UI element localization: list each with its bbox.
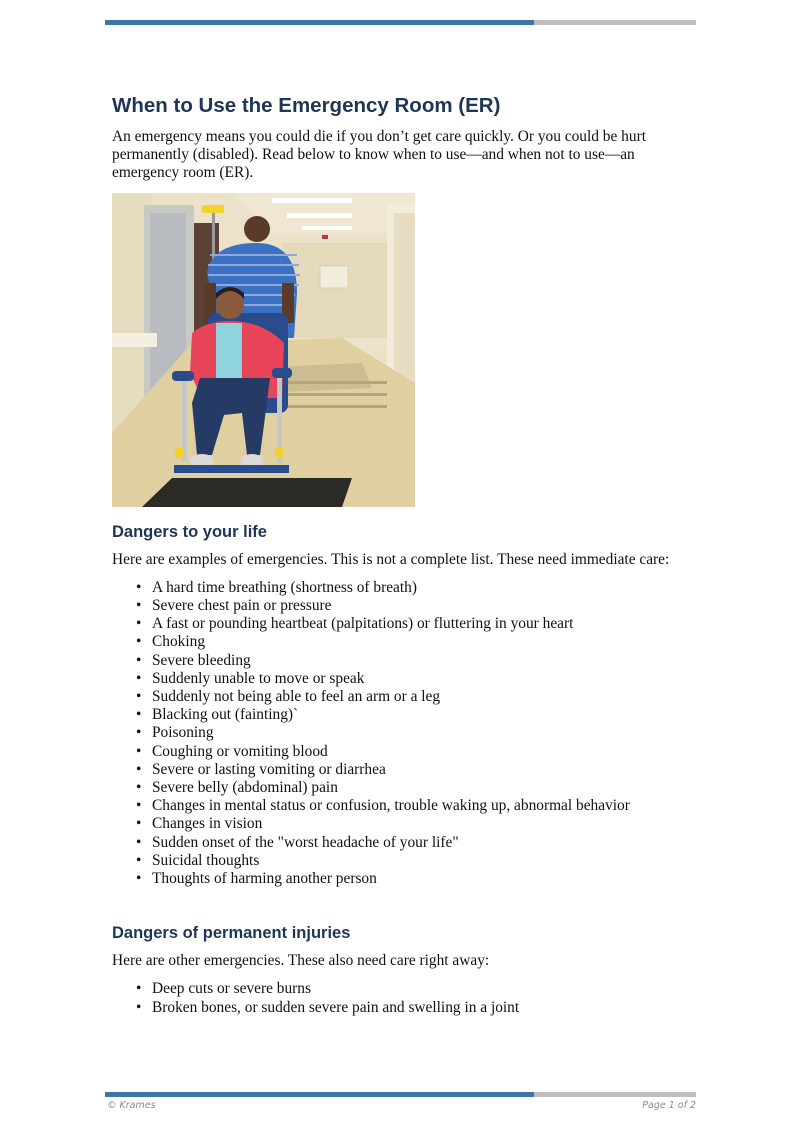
page-footer (107, 1100, 696, 1111)
list-item: • Blacking out (fainting)` (136, 706, 692, 724)
list-item: • Severe bleeding (136, 652, 692, 670)
photo-illustration (112, 193, 415, 507)
section-heading: Dangers to your life (112, 522, 267, 541)
copyright-text: © Krames (107, 1100, 156, 1111)
list-item: • Broken bones, or sudden severe pain and swelling in a joint (136, 999, 692, 1017)
footer-rule-blue (105, 1092, 534, 1097)
list-item: • Thoughts of harming another person (136, 870, 692, 888)
header-rule-blue (105, 20, 534, 25)
header-rule-gray (534, 20, 696, 25)
section-intro: Here are other emergencies. These also need care right away: (112, 952, 490, 970)
list-item: • Severe belly (abdominal) pain (136, 779, 692, 797)
list-item: • Deep cuts or severe burns (136, 980, 692, 998)
list-item: • A fast or pounding heartbeat (palpitations) or fluttering in your heart (136, 615, 692, 633)
footer-rule (105, 1092, 696, 1097)
section-intro: Here are examples of emergencies. This is not a complete list. These need immediate care: (112, 550, 670, 568)
section-heading: Dangers of permanent injuries (112, 924, 351, 943)
document-body (112, 92, 692, 1017)
list-item: • Coughing or vomiting blood (136, 743, 692, 761)
list-item: • Suddenly unable to move or speak (136, 670, 692, 688)
list-item: • Severe or lasting vomiting or diarrhea (136, 761, 692, 779)
section-permanent-injuries (112, 922, 692, 1017)
intro-paragraph: An emergency means you could die if you don’t get care quickly. Or you could be hurt permanently (disabled). Read below to know when to use—and when not to use—an emergency room (ER). (112, 128, 646, 182)
emergency-list (112, 980, 692, 1016)
footer-rule-gray (534, 1092, 696, 1097)
page-number: Page 1 of 2 (642, 1100, 696, 1111)
list-item: • Changes in mental status or confusion, trouble waking up, abnormal behavior (136, 797, 692, 815)
header-rule (105, 20, 696, 25)
emergency-list (112, 579, 692, 888)
list-item: • Severe chest pain or pressure (136, 597, 692, 615)
list-item: • Changes in vision (136, 815, 692, 833)
list-item: • Choking (136, 633, 692, 651)
hospital-hallway-photo (112, 193, 415, 507)
list-item: • Suddenly not being able to feel an arm or a leg (136, 688, 692, 706)
list-item: • A hard time breathing (shortness of breath) (136, 579, 692, 597)
list-item: • Sudden onset of the "worst headache of your life" (136, 834, 692, 852)
list-item: • Suicidal thoughts (136, 852, 692, 870)
list-item: • Poisoning (136, 724, 692, 742)
section-dangers-to-life (112, 521, 692, 889)
page-title: When to Use the Emergency Room (ER) (112, 94, 501, 117)
